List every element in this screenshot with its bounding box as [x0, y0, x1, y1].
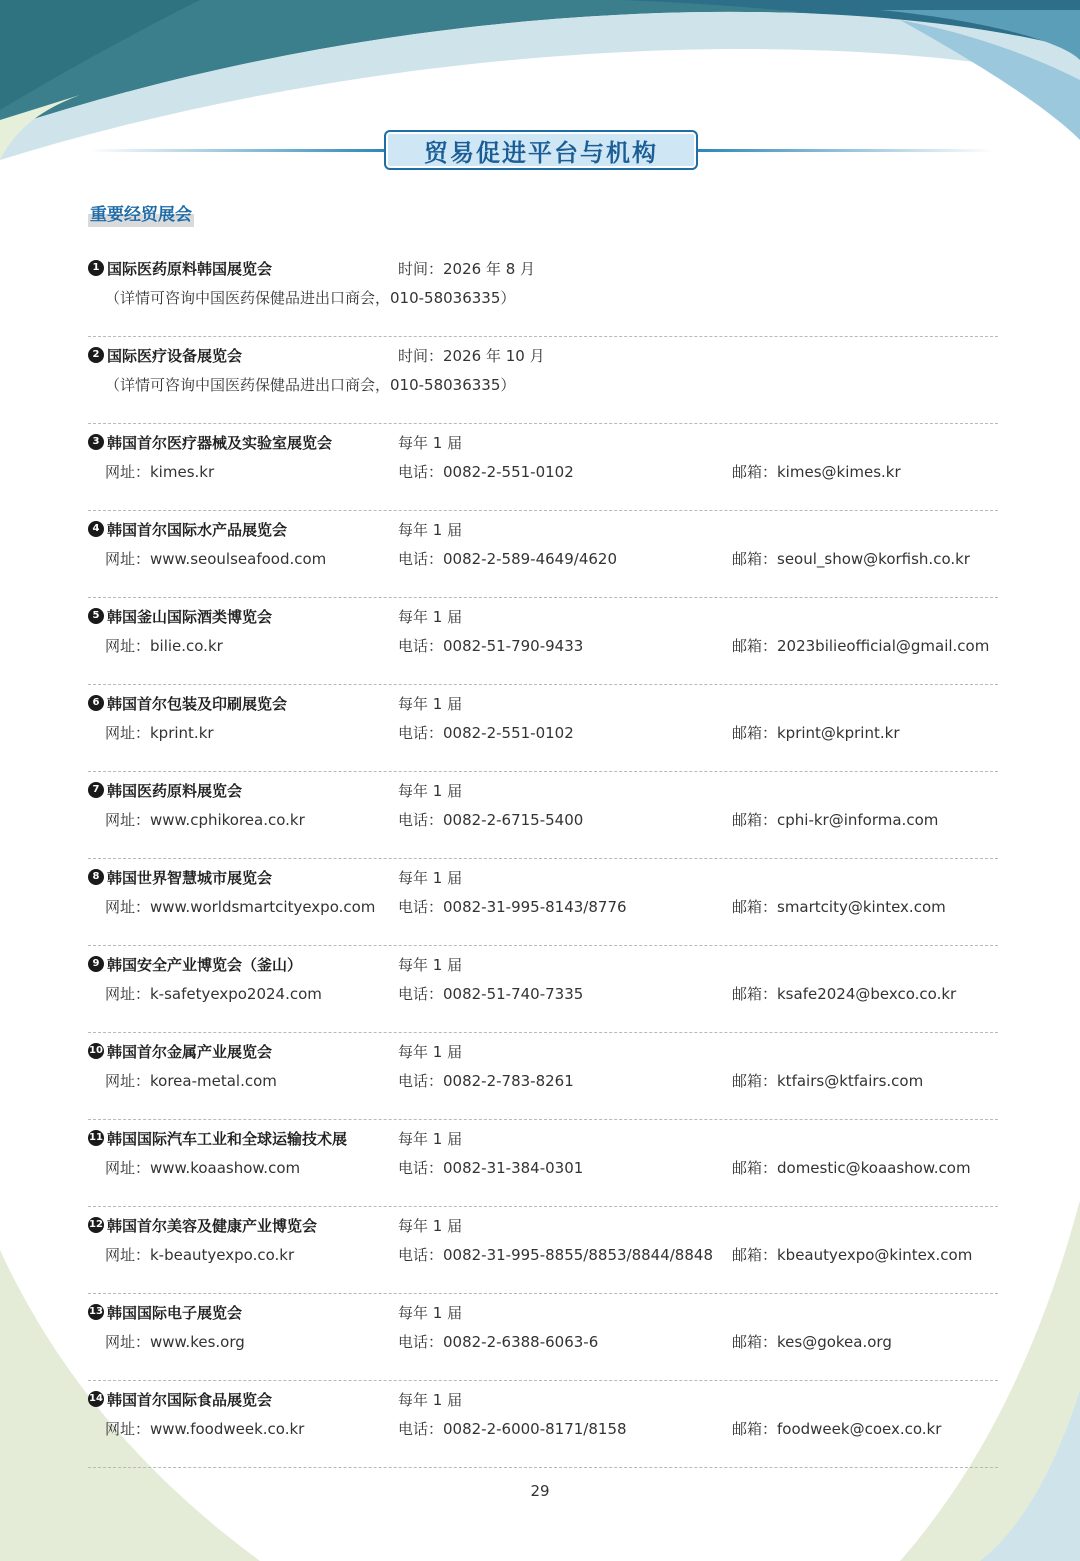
exhibition-frequency: 每年 1 届 [398, 1304, 463, 1322]
exhibition-name: 韩国安全产业博览会（釜山） [107, 956, 303, 974]
item-number-badge: 3 [88, 434, 104, 450]
list-item [88, 424, 998, 511]
list-item [88, 250, 998, 337]
contact-note: （详情可咨询中国医药保健品进出口商会，010-58036335） [105, 289, 516, 307]
list-item [88, 1381, 998, 1468]
website-link[interactable]: 网址：korea-metal.com [105, 1072, 277, 1090]
exhibition-frequency: 每年 1 届 [398, 1130, 463, 1148]
exhibition-frequency: 每年 1 届 [398, 1217, 463, 1235]
page-title: 贸易促进平台与机构 [384, 130, 698, 170]
item-number-badge: 6 [88, 695, 104, 711]
item-number-badge: 4 [88, 521, 104, 537]
phone-number: 电话：0082-51-790-9433 [398, 637, 584, 655]
item-number-badge: 9 [88, 956, 104, 972]
phone-number: 电话：0082-2-589-4649/4620 [398, 550, 617, 568]
exhibition-name: 韩国国际电子展览会 [107, 1304, 243, 1322]
exhibition-name: 韩国世界智慧城市展览会 [107, 869, 273, 887]
exhibition-name: 韩国首尔美容及健康产业博览会 [107, 1217, 318, 1235]
email-address[interactable]: 邮箱：kes@gokea.org [732, 1333, 892, 1351]
header-band [88, 130, 994, 170]
header-rule-left [88, 149, 388, 152]
exhibition-name: 韩国首尔包装及印刷展览会 [107, 695, 288, 713]
item-number-badge: 10 [88, 1043, 104, 1059]
email-address[interactable]: 邮箱：cphi-kr@informa.com [732, 811, 939, 829]
exhibition-frequency: 每年 1 届 [398, 521, 463, 539]
email-address[interactable]: 邮箱：ksafe2024@bexco.co.kr [732, 985, 957, 1003]
list-item [88, 511, 998, 598]
phone-number: 电话：0082-2-6000-8171/8158 [398, 1420, 627, 1438]
phone-number: 电话：0082-51-740-7335 [398, 985, 584, 1003]
website-link[interactable]: 网址：www.worldsmartcityexpo.com [105, 898, 376, 916]
phone-number: 电话：0082-31-995-8855/8853/8844/8848 [398, 1246, 713, 1264]
item-number-badge: 1 [88, 260, 104, 276]
exhibition-frequency: 每年 1 届 [398, 434, 463, 452]
exhibition-name: 国际医疗设备展览会 [107, 347, 243, 365]
item-number-badge: 11 [88, 1130, 104, 1146]
item-number-badge: 5 [88, 608, 104, 624]
exhibition-frequency: 每年 1 届 [398, 956, 463, 974]
email-address[interactable]: 邮箱：seoul_show@korfish.co.kr [732, 550, 970, 568]
email-address[interactable]: 邮箱：kprint@kprint.kr [732, 724, 900, 742]
email-address[interactable]: 邮箱：smartcity@kintex.com [732, 898, 946, 916]
header-rule-right [694, 149, 994, 152]
exhibition-time: 时间：2026 年 8 月 [398, 260, 536, 278]
page-number: 29 [530, 1482, 550, 1500]
list-item [88, 859, 998, 946]
exhibition-name: 韩国首尔医疗器械及实验室展览会 [107, 434, 333, 452]
exhibition-name: 韩国釜山国际酒类博览会 [107, 608, 273, 626]
exhibition-frequency: 每年 1 届 [398, 782, 463, 800]
exhibition-frequency: 每年 1 届 [398, 1043, 463, 1061]
section-heading: 重要经贸展会 [88, 198, 194, 227]
contact-note: （详情可咨询中国医药保健品进出口商会，010-58036335） [105, 376, 516, 394]
item-number-badge: 2 [88, 347, 104, 363]
exhibition-name: 韩国首尔国际水产品展览会 [107, 521, 288, 539]
list-item [88, 598, 998, 685]
exhibition-frequency: 每年 1 届 [398, 695, 463, 713]
list-item [88, 772, 998, 859]
exhibition-name: 韩国首尔金属产业展览会 [107, 1043, 273, 1061]
exhibition-name: 韩国首尔国际食品展览会 [107, 1391, 273, 1409]
item-number-badge: 13 [88, 1304, 104, 1320]
email-address[interactable]: 邮箱：domestic@koaashow.com [732, 1159, 971, 1177]
list-item [88, 1294, 998, 1381]
exhibition-time: 时间：2026 年 10 月 [398, 347, 545, 365]
exhibition-frequency: 每年 1 届 [398, 608, 463, 626]
email-address[interactable]: 邮箱：foodweek@coex.co.kr [732, 1420, 942, 1438]
website-link[interactable]: 网址：www.kes.org [105, 1333, 245, 1351]
website-link[interactable]: 网址：k-safetyexpo2024.com [105, 985, 322, 1003]
list-item [88, 946, 998, 1033]
phone-number: 电话：0082-2-6715-5400 [398, 811, 584, 829]
website-link[interactable]: 网址：k-beautyexpo.co.kr [105, 1246, 295, 1264]
exhibition-name: 国际医药原料韩国展览会 [107, 260, 273, 278]
website-link[interactable]: 网址：www.foodweek.co.kr [105, 1420, 305, 1438]
list-item [88, 1120, 998, 1207]
email-address[interactable]: 邮箱：ktfairs@ktfairs.com [732, 1072, 924, 1090]
item-number-badge: 7 [88, 782, 104, 798]
website-link[interactable]: 网址：www.seoulseafood.com [105, 550, 327, 568]
email-address[interactable]: 邮箱：kbeautyexpo@kintex.com [732, 1246, 973, 1264]
exhibition-list [88, 250, 998, 1468]
phone-number: 电话：0082-2-783-8261 [398, 1072, 574, 1090]
website-link[interactable]: 网址：kimes.kr [105, 463, 215, 481]
website-link[interactable]: 网址：www.koaashow.com [105, 1159, 301, 1177]
exhibition-frequency: 每年 1 届 [398, 869, 463, 887]
website-link[interactable]: 网址：bilie.co.kr [105, 637, 223, 655]
list-item [88, 1207, 998, 1294]
list-item [88, 1033, 998, 1120]
phone-number: 电话：0082-31-995-8143/8776 [398, 898, 627, 916]
email-address[interactable]: 邮箱：2023bilieofficial@gmail.com [732, 637, 990, 655]
list-item [88, 337, 998, 424]
phone-number: 电话：0082-2-551-0102 [398, 463, 574, 481]
exhibition-frequency: 每年 1 届 [398, 1391, 463, 1409]
item-number-badge: 14 [88, 1391, 104, 1407]
exhibition-name: 韩国医药原料展览会 [107, 782, 243, 800]
item-number-badge: 12 [88, 1217, 104, 1233]
phone-number: 电话：0082-2-6388-6063-6 [398, 1333, 599, 1351]
phone-number: 电话：0082-2-551-0102 [398, 724, 574, 742]
website-link[interactable]: 网址：kprint.kr [105, 724, 214, 742]
email-address[interactable]: 邮箱：kimes@kimes.kr [732, 463, 901, 481]
item-number-badge: 8 [88, 869, 104, 885]
phone-number: 电话：0082-31-384-0301 [398, 1159, 584, 1177]
website-link[interactable]: 网址：www.cphikorea.co.kr [105, 811, 305, 829]
list-item [88, 685, 998, 772]
exhibition-name: 韩国国际汽车工业和全球运输技术展 [107, 1130, 348, 1148]
